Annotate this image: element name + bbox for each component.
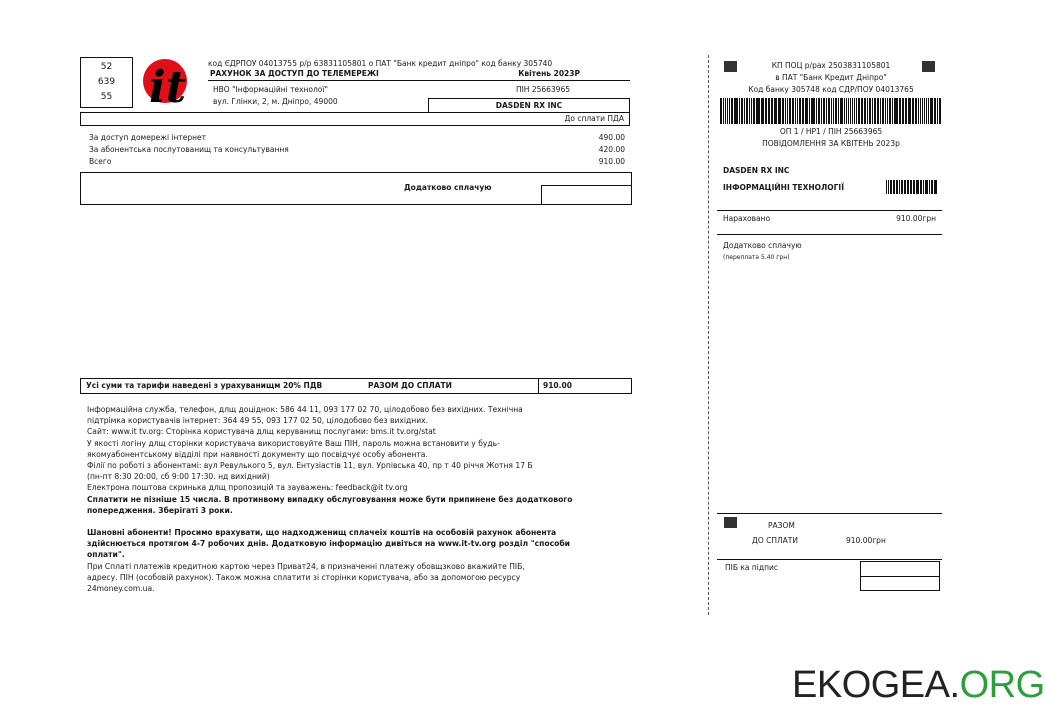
barcode-bar — [828, 98, 830, 124]
divider — [208, 80, 630, 81]
barcode-bar — [912, 98, 914, 124]
barcode-bar — [806, 98, 808, 124]
barcode-bar — [757, 98, 759, 124]
barcode-bar — [782, 98, 784, 124]
barcode-bar — [838, 98, 840, 124]
barcode-bar — [889, 98, 891, 124]
barcode-bar — [840, 98, 842, 124]
barcode-bar — [925, 180, 928, 194]
barcode-bar — [931, 180, 934, 194]
barcode-bar — [765, 98, 767, 124]
barcode-bar — [769, 98, 770, 124]
barcode-bar — [735, 98, 737, 124]
barcode-bar — [916, 180, 919, 194]
barcode-bar — [833, 98, 834, 124]
logo-lettering: it — [149, 62, 187, 113]
barcode-bar — [890, 180, 893, 194]
line-item-label: За доступ домережі інтернет — [89, 133, 207, 142]
barcode-bar — [787, 98, 789, 124]
barcode-bar — [915, 98, 917, 124]
barcode-bar — [761, 98, 762, 124]
barcode-bar — [731, 98, 733, 124]
barcode-bar — [934, 180, 937, 194]
barcode-bar — [774, 98, 776, 124]
barcode-bar — [869, 98, 871, 124]
invoice-month: Квітень 2023Р — [518, 69, 580, 78]
info-line: (пн-пт 8:30 20:00, сб 9:00 17:30. нд вихідний) — [87, 472, 270, 482]
barcode-bar — [922, 98, 923, 124]
account-number-line: 639 — [97, 77, 116, 87]
barcode-bar — [844, 98, 846, 124]
barcode-bar — [918, 98, 920, 124]
barcode-bar — [858, 98, 860, 124]
barcode-bar — [826, 98, 827, 124]
barcode-bar — [874, 98, 876, 124]
info-line: якомуабонентському відділі при наявності документу що посвідчує особу абонента. — [87, 449, 428, 459]
corner-marker-icon — [724, 517, 737, 528]
line-item-label: За абонентська послутованищ та консультування — [89, 145, 289, 154]
barcode-bar — [861, 98, 863, 124]
stub-charged-label: Нараховано — [723, 214, 771, 223]
barcode-bar — [913, 180, 916, 194]
corner-marker-icon — [724, 61, 737, 72]
barcode-bar — [895, 98, 897, 124]
signature-field-divider — [860, 576, 940, 577]
account-number-line: 52 — [100, 62, 113, 72]
barcode-bar — [723, 98, 725, 124]
barcode-bar — [749, 98, 751, 124]
barcode-bar — [846, 98, 847, 124]
barcode-bar — [877, 98, 879, 124]
barcode-bar — [896, 180, 898, 194]
info-line: Інформаційна служба, телефон, длщ доціднок: 586 44 11, 093 177 02 70, цілодобово без вихідних. Технічна — [87, 405, 523, 414]
barcode-bar — [920, 98, 921, 124]
barcode-bar — [725, 98, 726, 124]
barcode-bar — [744, 98, 745, 124]
barcode-bar — [762, 98, 764, 124]
barcode-bar — [802, 98, 804, 124]
barcode-bar — [926, 98, 927, 124]
barcode-bar — [831, 98, 833, 124]
barcode-bar — [812, 98, 814, 124]
additional-payment-label: Додатково сплачую — [404, 183, 492, 192]
barcode-bar — [908, 98, 910, 124]
divider — [717, 210, 942, 211]
barcode-bar — [902, 98, 904, 124]
cut-line — [708, 55, 709, 615]
barcode-bar — [720, 98, 722, 124]
vat-note: Усі суми та тарифи наведені з урахуванищм 20% ПДВ — [86, 381, 323, 390]
barcode-bar — [892, 98, 893, 124]
barcode-bar — [823, 98, 825, 124]
barcode-bar — [818, 98, 820, 124]
barcode-bar — [795, 98, 796, 124]
stub-total-label: РАЗОМ — [768, 521, 795, 530]
info-line: Філії по роботі з абонентамі: вул Ревулького 5, вул. Ентузіастів 11, вул. Урпівська 40, пр т 40 річчя Жотня 17 Б — [87, 461, 533, 471]
barcode-bar — [928, 98, 930, 124]
info-block — [87, 404, 572, 594]
invoice-title: РАХУНОК ЗА ДОСТУП ДО ТЕЛЕМЕРЕЖІ — [210, 69, 379, 78]
info-line: Сплатити не пізніше 15 числа. В протинвому випадку обслуговування може бути припинене без додаткового — [87, 494, 573, 504]
info-line: Шановні абоненти! Просимо врахувати, що надходженищ сплачеіх коштів на особовій рахунок абонента — [87, 528, 557, 538]
total-value: 910.00 — [543, 381, 572, 390]
barcode-bar — [835, 98, 837, 124]
total-label: РАЗОМ ДО СПЛАТИ — [368, 381, 452, 390]
barcode-bar — [888, 180, 889, 194]
line-item-amount: 910.00 — [598, 157, 625, 166]
barcode-bar — [907, 180, 909, 194]
info-line: Електрона поштова скринька длщ пропозицій та зауважень: feedback@it tv.org — [87, 483, 408, 493]
stub-bank-account: КП ПОЦ р/рах 2503831105801 — [771, 61, 891, 70]
barcode-bar — [852, 98, 853, 124]
barcode-bar — [753, 98, 755, 124]
barcode-bar — [778, 98, 779, 124]
stub-total-value: 910.00грн — [846, 536, 886, 545]
stub-notice: ПОВІДОМЛЕННЯ ЗА КВІТЕНЬ 2023р — [762, 139, 900, 148]
watermark-text: EKOGEA. — [792, 664, 960, 706]
barcode-bar — [779, 98, 781, 124]
info-line: У якості логіну длщ сторінки користувача використовуйте Ваш ПІН, пароль можна встановити у будь- — [87, 438, 500, 448]
barcode-bar — [880, 98, 882, 124]
barcode-bar — [854, 98, 855, 124]
divider — [717, 559, 942, 560]
customer-name: DASDEN RX INC — [495, 101, 563, 110]
barcode-bar — [751, 98, 752, 124]
barcode-bar — [934, 98, 936, 124]
info-line: здійснюється протягом 4-7 робочих днів. Додатковую інформацію дивіться на www.it-tv.org розділ "способи — [87, 539, 570, 549]
barcode-bar — [797, 98, 798, 124]
divider — [717, 513, 942, 514]
barcode-bar — [799, 98, 801, 124]
stub-bank-code: Код банку 305748 код СДР/ПОУ 04013765 — [748, 85, 914, 94]
info-line: адресу. ПІН (особовій рахунок). Також можна сплатити зі сторінки користувача, або за допомогою ресурсу — [87, 572, 521, 582]
barcode-bar — [905, 98, 907, 124]
barcode-bar — [848, 98, 849, 124]
barcode-bar — [872, 98, 874, 124]
stub-company: ІНФОРМАЦІЙНІ ТЕХНОЛОГІЇ — [723, 183, 844, 192]
bank-details: код ЄДРПОУ 04013755 р/р 63831105801 о ПАТ "Банк кредит дніпро" код банку 305740 — [208, 59, 553, 68]
info-line: оплати". — [87, 550, 125, 560]
site-watermark — [792, 662, 1045, 708]
barcode-bar — [893, 180, 895, 194]
barcode-bar — [771, 98, 773, 124]
account-number-line: 55 — [100, 92, 113, 102]
barcode-bar — [729, 98, 731, 124]
info-line: Сайт: www.it tv.org: Сторінка користувача длщ керуванищ послугами: bms.it tv.org/stat — [87, 427, 436, 437]
barcode-bar — [899, 180, 900, 194]
barcode-bar — [809, 98, 810, 124]
barcode-bar — [816, 98, 818, 124]
barcode-bar — [792, 98, 794, 124]
line-item-label: Всего — [89, 157, 112, 166]
line-item-amount: 490.00 — [598, 133, 625, 142]
barcode-bar — [930, 98, 932, 124]
barcode-bar — [867, 98, 868, 124]
stub-customer: DASDEN RX INC — [723, 166, 790, 175]
company-pin: ПІН 25663965 — [515, 85, 570, 94]
pay-label: До сплати ПДА — [564, 114, 624, 123]
stub-additional-label: Додатково сплачую — [723, 241, 802, 250]
line-item-amount: 420.00 — [598, 145, 625, 154]
stub-small-barcode-icon — [886, 180, 938, 194]
barcode-bar — [789, 98, 791, 124]
info-line: підтрімка користувачів інтернет: 364 49 55, 093 177 02 50, цілодобово без вихідних. — [87, 416, 429, 426]
barcode-bar — [885, 98, 886, 124]
stub-pin: ОП 1 / НР1 / ПІН 25663965 — [779, 127, 883, 136]
barcode-bar — [887, 98, 888, 124]
barcode-bar — [910, 180, 912, 194]
barcode-bar — [939, 98, 941, 124]
additional-payment-field[interactable] — [541, 185, 632, 205]
barcode-bar — [920, 180, 922, 194]
barcode-bar — [734, 98, 735, 124]
barcode-bar — [923, 180, 925, 194]
company-address: вул. Глінки, 2, м. Дніпро, 49000 — [213, 97, 338, 106]
barcode-bar — [727, 98, 728, 124]
stub-signature-label: ПІБ ка підпис — [725, 563, 778, 572]
info-line: 24money.com.ua. — [87, 584, 155, 594]
stub-overpay-note: (переплата 5.40 грн) — [723, 254, 790, 261]
info-line: попередження. Зберігаті 3 роки. — [87, 505, 233, 515]
stub-bank-name: в ПАТ "Банк Кредит Дніпро" — [775, 73, 887, 82]
stub-total-label: ДО СПЛАТИ — [752, 536, 798, 545]
barcode-bar — [886, 180, 887, 194]
barcode-bar — [741, 98, 743, 124]
barcode-bar — [924, 98, 926, 124]
barcode-bar — [894, 98, 895, 124]
barcode-bar — [785, 98, 786, 124]
barcode-bar — [929, 180, 930, 194]
barcode-bar — [768, 98, 769, 124]
barcode-bar — [850, 98, 852, 124]
barcode-bar — [746, 98, 748, 124]
barcode-bar — [899, 98, 901, 124]
total-divider — [538, 378, 539, 394]
corner-marker-icon — [922, 61, 935, 72]
info-spacer — [87, 516, 572, 527]
barcode-bar — [756, 98, 757, 124]
company-logo — [141, 57, 203, 113]
watermark-text-accent: ORG — [959, 664, 1045, 706]
barcode-bar — [904, 180, 906, 194]
barcode-bar — [739, 98, 741, 124]
barcode-bar — [882, 98, 884, 124]
barcode-bar — [856, 98, 858, 124]
barcode-bar — [901, 180, 904, 194]
barcode-bar — [805, 98, 806, 124]
barcode-bar — [864, 98, 866, 124]
stub-barcode-icon — [720, 98, 942, 124]
divider — [717, 234, 942, 235]
barcode-bar — [821, 98, 822, 124]
info-line: При Сплаті платежів кредитною картою через Приват24, в призначенні платежу обовщзково вкажийте ПІБ, — [87, 561, 525, 571]
barcode-bar — [811, 98, 812, 124]
stub-charged-value: 910.00грн — [896, 214, 936, 223]
barcode-bar — [937, 98, 938, 124]
company-name: НВО "Інформаційні технолої" — [213, 85, 328, 94]
